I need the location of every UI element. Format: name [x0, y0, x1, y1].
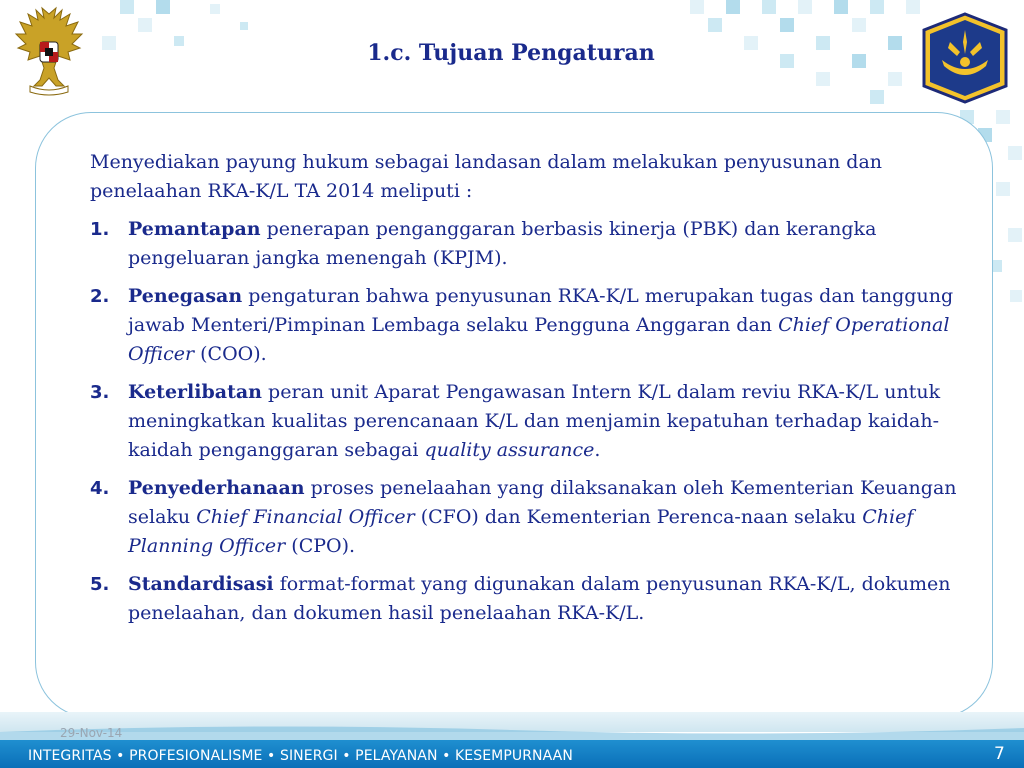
intro-paragraph: Menyediakan payung hukum sebagai landasan dalam melakukan penyusunan dan penelaahan RKA-K/L TA 2014 meliputi :	[90, 151, 883, 202]
list-item-keyword: Keterlibatan	[128, 381, 262, 403]
list-item-text: (CFO) dan Kementerian Perenca-naan selaku	[414, 506, 863, 528]
list-item-term: quality assurance	[424, 439, 595, 461]
list-item-text: pengaturan bahwa penyusunan RKA-K/L merupakan tugas dan tanggung jawab Menteri/Pimpinan Lembaga selaku Pengguna Anggaran dan	[128, 285, 954, 336]
footer-motto: INTEGRITAS • PROFESIONALISME • SINERGI • PELAYANAN • KESEMPURNAAN	[28, 748, 573, 764]
list-item-text: penerapan penganggaran berbasis kinerja (PBK) dan kerangka pengeluaran jangka menengah (KPJM).	[128, 218, 877, 269]
list-item-text: (CPO).	[285, 535, 356, 557]
list-item-number: 4.	[90, 478, 110, 499]
list-item-keyword: Standardisasi	[128, 573, 274, 595]
list-item-number: 3.	[90, 382, 110, 403]
list-item-text: peran unit Aparat Pengawasan Intern K/L dalam reviu RKA-K/L untuk meningkatkan kualitas perencanaan K/L dan menjamin kepatuhan terhadap kaidah-kaidah penganggaran sebagai	[128, 381, 941, 461]
list-item-term: Chief Financial Officer	[196, 506, 415, 528]
list-item-text: (COO).	[194, 343, 267, 365]
list-item-term: Chief Operational Officer	[128, 314, 950, 365]
list-item	[90, 570, 960, 628]
list-item-text: format-format yang digunakan dalam penyusunan RKA-K/L, dokumen penelaahan, dan dokumen hasil penelaahan RKA-K/L.	[128, 573, 951, 624]
slide-date: 29-Nov-14	[60, 726, 123, 740]
list-item-text: .	[594, 439, 601, 461]
list-item-number: 1.	[90, 219, 110, 240]
list-item-number: 5.	[90, 574, 110, 595]
content-body	[90, 148, 960, 637]
list-item-term: Chief Planning Officer	[128, 506, 914, 557]
list-item	[90, 215, 960, 273]
slide-title: 1.c. Tujuan Pengaturan	[367, 40, 655, 66]
list-item-keyword: Penyederhanaan	[128, 477, 305, 499]
page-number: 7	[994, 744, 1005, 764]
list-item-keyword: Penegasan	[128, 285, 243, 307]
list-item	[90, 282, 960, 369]
list-item-number: 2.	[90, 286, 110, 307]
footer-wave-decoration	[0, 722, 1024, 740]
list-item-text: proses penelaahan yang dilaksanakan oleh Kementerian Keuangan selaku	[128, 477, 957, 528]
list-item-keyword: Pemantapan	[128, 218, 261, 240]
list-item	[90, 378, 960, 465]
list-item	[90, 474, 960, 561]
objective-list	[90, 215, 960, 628]
